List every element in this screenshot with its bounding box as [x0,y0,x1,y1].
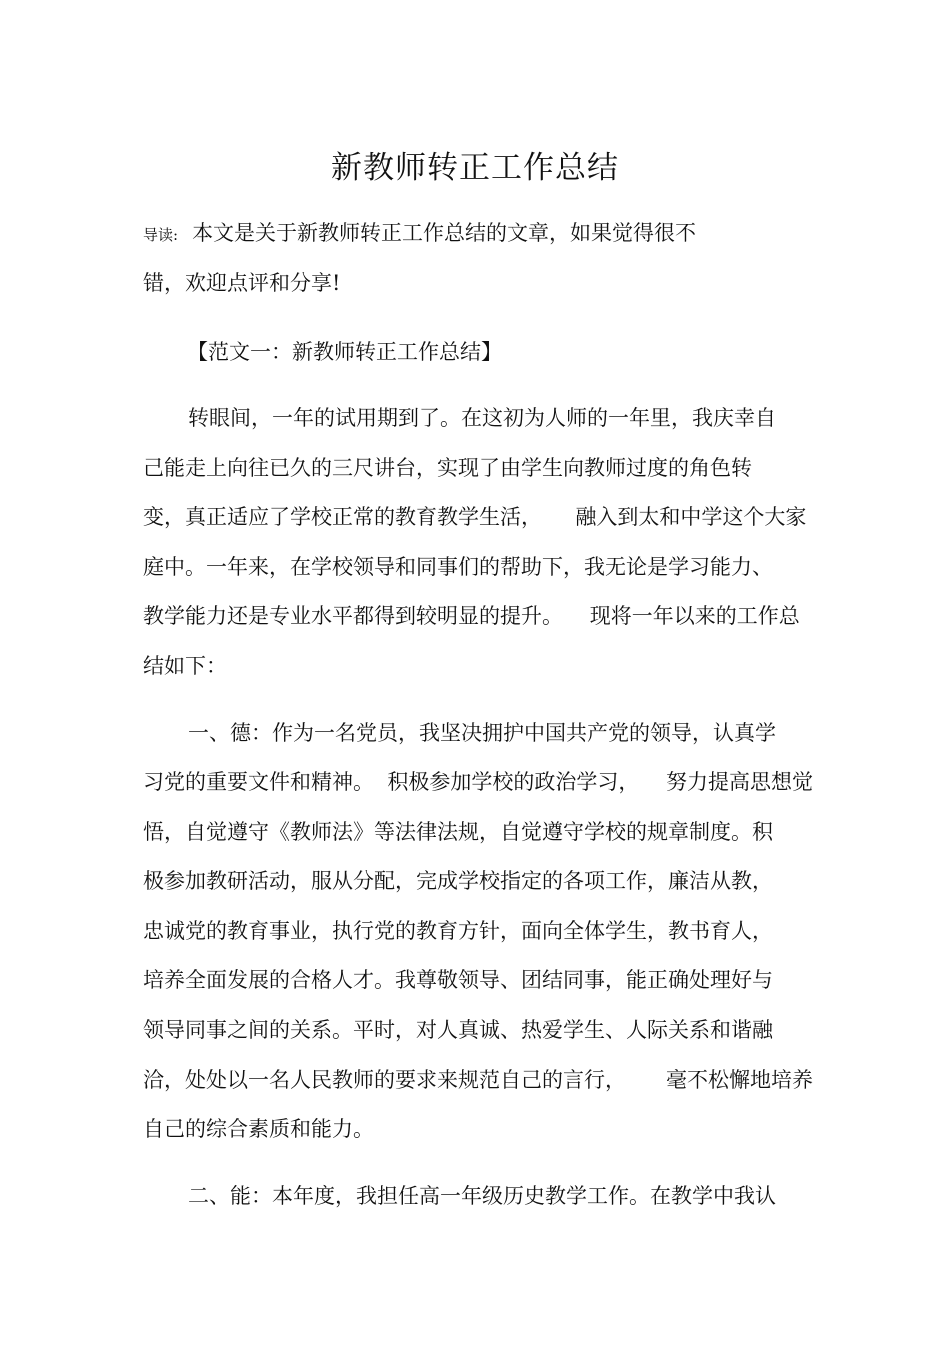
paragraph-2-line: 一、德：作为一名党员，我坚决拥护中国共产党的领导，认真学 [188,721,776,745]
lead-line-1 [143,218,696,250]
paragraph-2-line: 习党的重要文件和精神。 积极参加学校的政治学习， 努力提高思想觉 [143,770,814,794]
lead-line-2: 错，欢迎点评和分享! [143,271,341,295]
paragraph-1-line: 庭中。一年来，在学校领导和同事们的帮助下，我无论是学习能力、 [143,555,773,579]
document-title: 新教师转正工作总结 [331,150,619,186]
paragraph-2-line: 培养全面发展的合格人才。我尊敬领导、团结同事，能正确处理好与 [143,968,773,992]
section-title: 【范文一：新教师转正工作总结】 [187,340,502,364]
paragraph-2-line: 悟，自觉遵守《教师法》等法律法规，自觉遵守学校的规章制度。积 [143,820,773,844]
paragraph-1-line: 转眼间，一年的试用期到了。在这初为人师的一年里，我庆幸自 [188,406,776,430]
paragraph-1-line: 己能走上向往已久的三尺讲台，实现了由学生向教师过度的角色转 [143,456,752,480]
paragraph-2-line: 洽，处处以一名人民教师的要求来规范自己的言行， 毫不松懈地培养 [143,1068,814,1092]
paragraph-2-line: 领导同事之间的关系。平时，对人真诚、热爱学生、人际关系和谐融 [143,1018,773,1042]
lead-label: 导读: [143,226,179,244]
lead-text-1: 本文是关于新教师转正工作总结的文章，如果觉得很不 [192,221,697,245]
paragraph-1-line: 结如下： [143,654,227,678]
paragraph-1-line: 教学能力还是专业水平都得到较明显的提升。 现将一年以来的工作总 [143,604,800,628]
paragraph-3-line: 二、能：本年度，我担任高一年级历史教学工作。在教学中我认 [188,1184,776,1208]
paragraph-2-line: 忠诚党的教育事业，执行党的教育方针，面向全体学生，教书育人， [143,919,773,943]
paragraph-2-line: 极参加教研活动，服从分配，完成学校指定的各项工作，廉洁从教， [143,869,773,893]
paragraph-2-line: 自己的综合素质和能力。 [143,1117,374,1141]
paragraph-1-line: 变，真正适应了学校正常的教育教学生活， 融入到太和中学这个大家 [143,505,807,529]
